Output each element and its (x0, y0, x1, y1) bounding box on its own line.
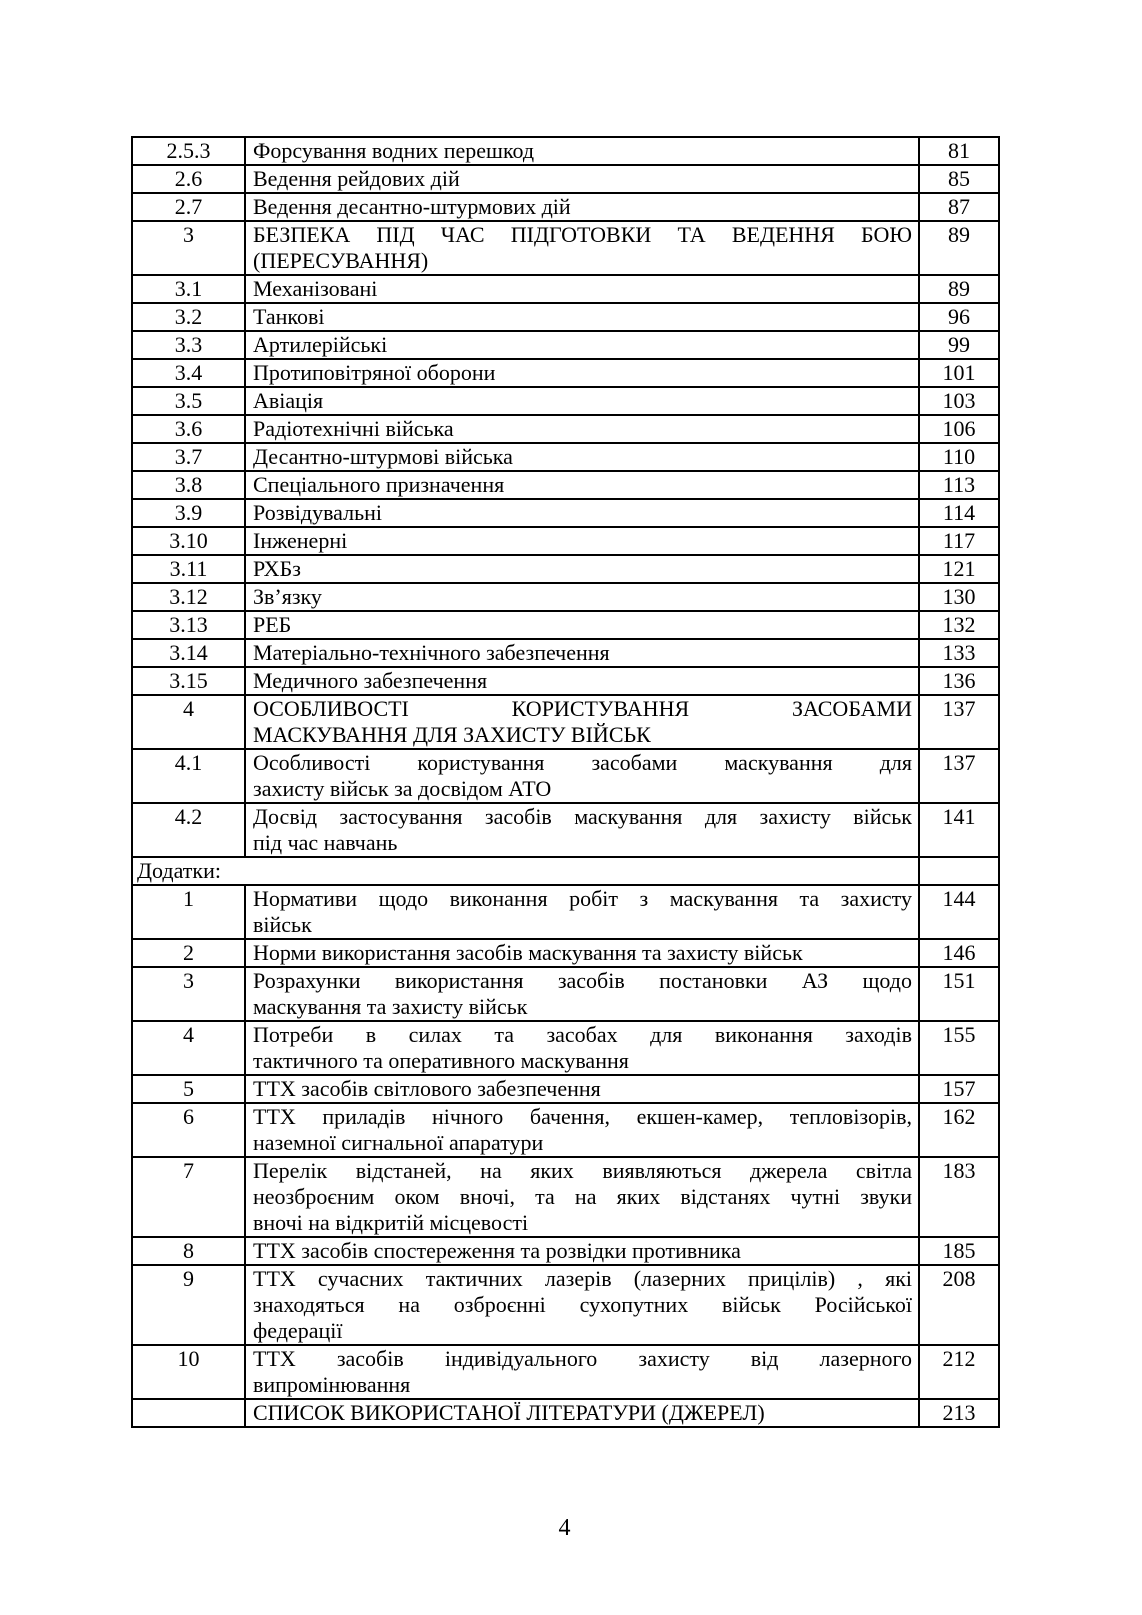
toc-row-number: 9 (132, 1265, 245, 1345)
toc-row-number: 4 (132, 1021, 245, 1075)
toc-title-line: (ПЕРЕСУВАННЯ) (253, 248, 429, 273)
toc-row-number: 3.7 (132, 443, 245, 471)
toc-title-line: військ (253, 912, 312, 937)
toc-title-line: Протиповітряної оборони (253, 360, 496, 385)
table-row (132, 583, 999, 611)
toc-row-title (245, 1345, 919, 1399)
toc-row-page: 113 (919, 471, 999, 499)
toc-row-title (245, 555, 919, 583)
toc-title-line: знаходяться на озброєнні сухопутних військ Російської (253, 1292, 912, 1317)
toc-title-line: під час навчань (253, 830, 398, 855)
toc-row-page: 146 (919, 939, 999, 967)
toc-title-line: Досвід застосування засобів маскування для захисту військ (253, 804, 912, 829)
toc-row-title (245, 303, 919, 331)
toc-row-number: 4.1 (132, 749, 245, 803)
toc-row-number: 3 (132, 967, 245, 1021)
toc-row-number: 3 (132, 221, 245, 275)
table-row (132, 193, 999, 221)
toc-row-title (245, 1075, 919, 1103)
toc-row-title (245, 639, 919, 667)
toc-title-line: Авіація (253, 388, 324, 413)
table-row (132, 639, 999, 667)
toc-row-title (245, 221, 919, 275)
toc-row-title (245, 193, 919, 221)
toc-row-title (245, 885, 919, 939)
toc-title-line: федерації (253, 1318, 343, 1343)
toc-title-line: неозброєним оком вночі, та на яких відстанях чутні звуки (253, 1184, 912, 1209)
toc-row-number: 3.3 (132, 331, 245, 359)
toc-row-page: 96 (919, 303, 999, 331)
toc-row-page: 141 (919, 803, 999, 857)
toc-row-number: 3.9 (132, 499, 245, 527)
table-row (132, 165, 999, 193)
table-row (132, 359, 999, 387)
toc-row-page: 103 (919, 387, 999, 415)
toc-row-page: 101 (919, 359, 999, 387)
table-row (132, 303, 999, 331)
toc-title-line: Танкові (253, 304, 325, 329)
toc-row-title (245, 331, 919, 359)
toc-row-title (245, 1157, 919, 1237)
toc-row-number: 3.2 (132, 303, 245, 331)
table-row (132, 221, 999, 275)
toc-row-page: 144 (919, 885, 999, 939)
toc-title-line: ТТХ засобів індивідуального захисту від лазерного (253, 1346, 912, 1371)
toc-row-page: 136 (919, 667, 999, 695)
toc-row-page: 183 (919, 1157, 999, 1237)
toc-title-line: Норми використання засобів маскування та захисту військ (253, 940, 803, 965)
table-row (132, 275, 999, 303)
table-row (132, 857, 999, 885)
table-row (132, 611, 999, 639)
toc-row-title (245, 387, 919, 415)
toc-row-page: 114 (919, 499, 999, 527)
toc-row-page: 130 (919, 583, 999, 611)
table-row (132, 443, 999, 471)
toc-title-line: Десантно-штурмові війська (253, 444, 513, 469)
toc-title-line: МАСКУВАННЯ ДЛЯ ЗАХИСТУ ВІЙСЬК (253, 722, 651, 747)
toc-row-page: 137 (919, 749, 999, 803)
toc-row-page: 87 (919, 193, 999, 221)
toc-title-line: Особливості користування засобами маскування для (253, 750, 912, 775)
toc-row-title (132, 857, 919, 885)
toc-row-number: 1 (132, 885, 245, 939)
toc-row-page: 137 (919, 695, 999, 749)
toc-title-line: Ведення рейдових дій (253, 166, 460, 191)
page-number: 4 (558, 1515, 571, 1541)
toc-row-page: 89 (919, 221, 999, 275)
toc-row-number: 2.7 (132, 193, 245, 221)
toc-row-page: 117 (919, 527, 999, 555)
table-row (132, 1075, 999, 1103)
toc-row-page: 132 (919, 611, 999, 639)
toc-title-line: РХБз (253, 556, 301, 581)
toc-row-page: 110 (919, 443, 999, 471)
toc-row-title (245, 967, 919, 1021)
toc-row-page: 85 (919, 165, 999, 193)
toc-title-line: РЕБ (253, 612, 292, 637)
toc-row-page: 212 (919, 1345, 999, 1399)
toc-row-title (245, 499, 919, 527)
toc-title-line: ТТХ приладів нічного бачення, екшен-камер, тепловізорів, (253, 1104, 912, 1129)
toc-row-title (245, 359, 919, 387)
toc-row-title (245, 583, 919, 611)
toc-row-page: 185 (919, 1237, 999, 1265)
toc-title-line: БЕЗПЕКА ПІД ЧАС ПІДГОТОВКИ ТА ВЕДЕННЯ БОЮ (253, 222, 912, 247)
table-row (132, 1103, 999, 1157)
table-row (132, 1265, 999, 1345)
toc-row-title (245, 1021, 919, 1075)
toc-row-number: 5 (132, 1075, 245, 1103)
toc-title-line: захисту військ за досвідом АТО (253, 776, 552, 801)
toc-row-page: 208 (919, 1265, 999, 1345)
toc-title-line: ТТХ засобів світлового забезпечення (253, 1076, 601, 1101)
toc-title-line: Розвідувальні (253, 500, 383, 525)
toc-row-title (245, 471, 919, 499)
toc-row-number: 3.10 (132, 527, 245, 555)
toc-row-title (245, 749, 919, 803)
toc-row-page: 155 (919, 1021, 999, 1075)
toc-row-title (245, 415, 919, 443)
toc-row-page: 157 (919, 1075, 999, 1103)
toc-title-line: Додатки: (137, 858, 221, 883)
toc-title-line: Інженерні (253, 528, 348, 553)
toc-row-title (245, 275, 919, 303)
toc-title-line: вночі на відкритій місцевості (253, 1210, 529, 1235)
toc-row-number: 7 (132, 1157, 245, 1237)
toc-row-page: 121 (919, 555, 999, 583)
toc-row-number: 3.1 (132, 275, 245, 303)
toc-row-page: 89 (919, 275, 999, 303)
toc-row-number: 3.11 (132, 555, 245, 583)
table-row (132, 749, 999, 803)
toc-title-line: тактичного та оперативного маскування (253, 1048, 629, 1073)
table-row (132, 803, 999, 857)
toc-title-line: наземної сигнальної апаратури (253, 1130, 544, 1155)
toc-row-title (245, 443, 919, 471)
toc-title-line: Спеціального призначення (253, 472, 505, 497)
toc-row-number: 3.12 (132, 583, 245, 611)
toc-row-title (245, 1399, 919, 1427)
toc-row-page: 213 (919, 1399, 999, 1427)
toc-row-page: 81 (919, 137, 999, 165)
table-row (132, 667, 999, 695)
toc-title-line: маскування та захисту військ (253, 994, 528, 1019)
toc-row-title (245, 1237, 919, 1265)
toc-row-title (245, 527, 919, 555)
toc-row-number: 2.6 (132, 165, 245, 193)
toc-row-page: 151 (919, 967, 999, 1021)
toc-title-line: Артилерійські (253, 332, 388, 357)
toc-row-page (919, 857, 999, 885)
toc-title-line: Потреби в силах та засобах для виконання заходів (253, 1022, 912, 1047)
toc-row-page: 106 (919, 415, 999, 443)
toc-row-page: 133 (919, 639, 999, 667)
toc-row-title (245, 137, 919, 165)
table-row (132, 1345, 999, 1399)
toc-title-line: Форсування водних перешкод (253, 138, 535, 163)
table-row (132, 1237, 999, 1265)
toc-title-line: Нормативи щодо виконання робіт з маскування та захисту (253, 886, 912, 911)
table-row (132, 1021, 999, 1075)
table-row (132, 137, 999, 165)
table-row (132, 967, 999, 1021)
toc-title-line: Механізовані (253, 276, 378, 301)
toc-title-line: Розрахунки використання засобів постановки АЗ щодо (253, 968, 912, 993)
table-row (132, 885, 999, 939)
toc-row-number: 3.6 (132, 415, 245, 443)
toc-row-number: 4.2 (132, 803, 245, 857)
toc-title-line: Матеріально-технічного забезпечення (253, 640, 610, 665)
toc-title-line: ОСОБЛИВОСТІ КОРИСТУВАННЯ ЗАСОБАМИ (253, 696, 912, 721)
toc-row-title (245, 1265, 919, 1345)
toc-row-title (245, 1103, 919, 1157)
toc-table (131, 136, 1000, 1428)
toc-row-number: 6 (132, 1103, 245, 1157)
toc-row-number: 10 (132, 1345, 245, 1399)
table-row (132, 695, 999, 749)
toc-title-line: випромінювання (253, 1372, 411, 1397)
toc-row-number: 8 (132, 1237, 245, 1265)
table-row (132, 415, 999, 443)
toc-title-line: Ведення десантно-штурмових дій (253, 194, 571, 219)
table-row (132, 387, 999, 415)
table-row (132, 555, 999, 583)
toc-row-title (245, 939, 919, 967)
toc-row-page: 99 (919, 331, 999, 359)
toc-title-line: ТТХ засобів спостереження та розвідки противника (253, 1238, 741, 1263)
toc-title-line: СПИСОК ВИКОРИСТАНОЇ ЛІТЕРАТУРИ (ДЖЕРЕЛ) (253, 1400, 765, 1425)
toc-title-line: Перелік відстаней, на яких виявляються джерела світла (253, 1158, 912, 1183)
toc-row-number: 3.13 (132, 611, 245, 639)
toc-row-number: 3.8 (132, 471, 245, 499)
table-row (132, 939, 999, 967)
table-row (132, 527, 999, 555)
toc-row-number: 3.15 (132, 667, 245, 695)
toc-row-title (245, 667, 919, 695)
toc-row-page: 162 (919, 1103, 999, 1157)
table-row (132, 471, 999, 499)
toc-row-title (245, 803, 919, 857)
toc-row-title (245, 165, 919, 193)
toc-row-number: 2.5.3 (132, 137, 245, 165)
table-row (132, 1157, 999, 1237)
toc-row-number: 3.4 (132, 359, 245, 387)
table-row (132, 331, 999, 359)
toc-title-line: ТТХ сучасних тактичних лазерів (лазерних прицілів) , які (253, 1266, 912, 1291)
toc-row-number: 3.14 (132, 639, 245, 667)
table-row (132, 499, 999, 527)
toc-title-line: Медичного забезпечення (253, 668, 488, 693)
toc-title-line: Зв’язку (253, 584, 322, 609)
toc-row-number: 2 (132, 939, 245, 967)
toc-row-number: 4 (132, 695, 245, 749)
toc-row-title (245, 695, 919, 749)
toc-title-line: Радіотехнічні війська (253, 416, 454, 441)
toc-row-title (245, 611, 919, 639)
table-row (132, 1399, 999, 1427)
toc-row-number: 3.5 (132, 387, 245, 415)
toc-row-number (132, 1399, 245, 1427)
